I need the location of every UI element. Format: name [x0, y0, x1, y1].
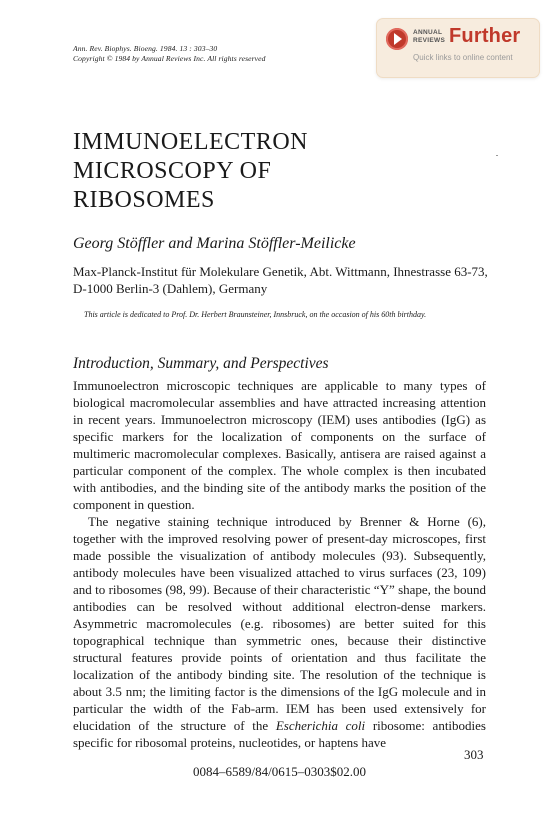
badge-publisher — [413, 29, 445, 44]
article-code: 0084–6589/84/0615–0303$02.00 — [193, 764, 366, 779]
title-line-2: MICROSCOPY OF — [73, 158, 272, 184]
badge-annual-label: ANNUAL — [413, 29, 443, 36]
dedication-note: This article is dedicated to Prof. Dr. Herbert Braunsteiner, Innsbruck, on the occasion of his 60th birthday. — [84, 310, 427, 319]
title-line-3: RIBOSOMES — [73, 187, 215, 213]
badge-reviews-label: REVIEWS — [413, 36, 446, 44]
paragraph-2-text-a: The negative staining technique introduced by Brenner & Horne (6), together with the improved resolving power of present-day microscopes, first made possible the visualization of antibody molecules (93). Subsequently, antibody molecules have been visualized attached to virus surfaces (23, 109) and to ribosomes (98, 99). Because of their characteristic “Y” shape, the bound antibodies can be resolved without additional electron-dense markers. Asymmetric macromolecules (e.g. ribosomes) are better suited for this topographical technique than symmetric ones, because their distinctive structural features provide points of orientation and thus facilitate the localization of the antibody binding site. The resolution of the technique is about 3.5 nm; the limiting factor is the dimensions of the IgG molecule and in particular the width of the Fab-arm. IEM has been used extensively for elucidation of the structure of the — [73, 514, 486, 733]
page-speck — [496, 155, 498, 156]
title-line-1: IMMUNOELECTRON — [73, 129, 308, 155]
paragraph-1: Immunoelectron microscopic techniques are applicable to many types of biological macromolecular assemblies and have attracted increasing attention in recent years. Immunoelectron microscopy (IEM) uses antibodies (IgG) as specific markers for the localization of components on the surface of multimeric macromolecular complexes. Basically, antisera are raised against a particular component of the complex. The whole complex is then incubated with antibodies, and the binding site of the antibody marks the position of the component in question. — [73, 378, 486, 512]
section-body — [73, 377, 486, 751]
page-number: 303 — [464, 747, 484, 762]
author-affiliation: Max-Planck-Institut für Molekulare Genetik, Abt. Wittmann, Ihnestrasse 63-73, D-1000 Berlin-3 (Dahlem), Germany — [73, 264, 488, 296]
badge-quick-links-label: Quick links to online content — [413, 53, 513, 62]
paragraph-2 — [73, 513, 486, 751]
badge-further-label: Further — [449, 25, 521, 47]
article-authors: Georg Stöffler and Marina Stöffler-Meilicke — [73, 235, 356, 252]
journal-line-2: Copyright © 1984 by Annual Reviews Inc. All rights reserved — [73, 54, 266, 63]
paragraph-2-text-b: ribosome: antibodies specific for ribosomal proteins, nucleotides, or haptens have — [73, 718, 486, 750]
play-icon — [386, 28, 408, 50]
article-title — [73, 128, 308, 215]
section-heading: Introduction, Summary, and Perspectives — [73, 355, 329, 372]
species-name: Escherichia coli — [275, 718, 366, 733]
further-badge[interactable] — [376, 18, 540, 78]
journal-citation — [73, 44, 266, 64]
journal-line-1: Ann. Rev. Biophys. Bioeng. 1984. 13 : 303–30 — [73, 44, 218, 53]
